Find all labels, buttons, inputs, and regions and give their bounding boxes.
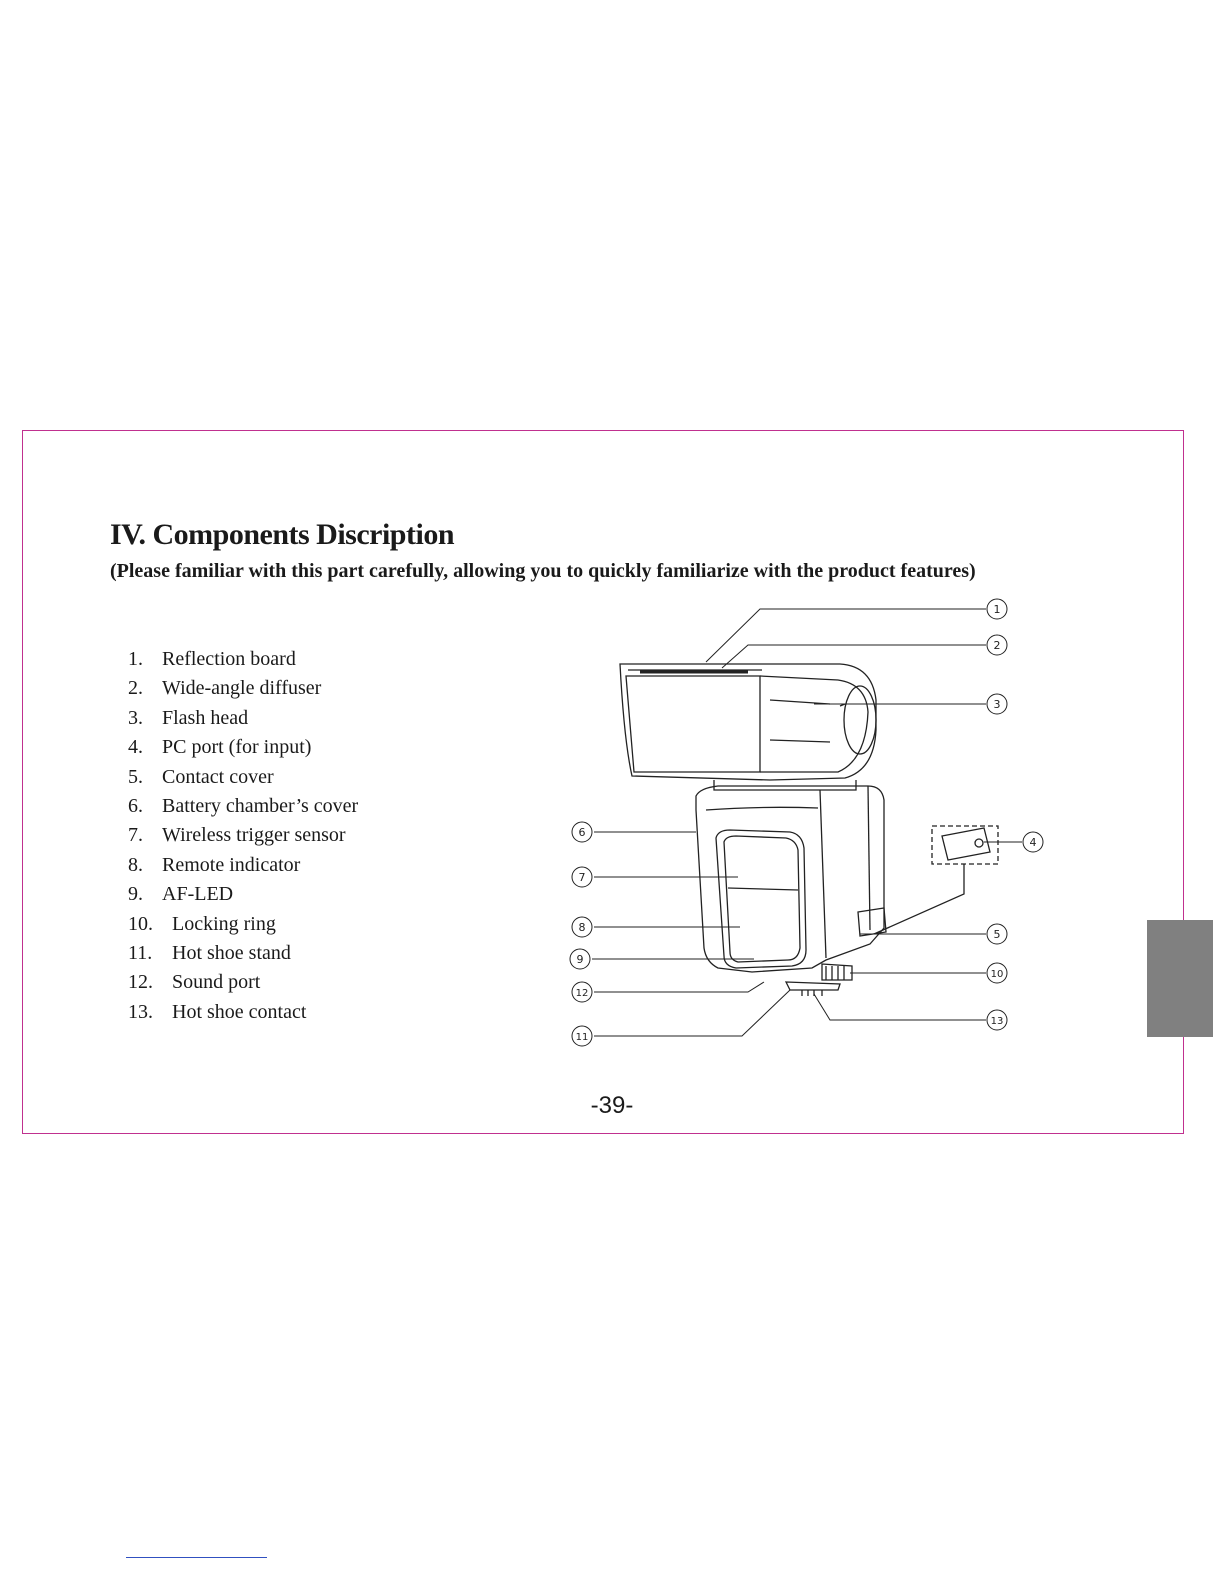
item-label: PC port (for input) <box>162 736 312 759</box>
list-item <box>128 763 358 792</box>
item-number: 11. <box>128 941 153 964</box>
callout-12: 12 <box>575 988 589 999</box>
item-label: Reflection board <box>162 648 296 670</box>
callout-13: 13 <box>990 1016 1004 1027</box>
item-number: 1. <box>128 648 143 670</box>
pc-port-inset <box>874 826 998 934</box>
list-item <box>128 998 358 1027</box>
callout-9: 9 <box>576 953 584 966</box>
callout-4: 4 <box>1029 836 1037 849</box>
callout-3: 3 <box>993 698 1001 711</box>
callout-7: 7 <box>578 871 586 884</box>
head-neck <box>714 780 856 790</box>
item-number: 4. <box>128 736 143 759</box>
list-item <box>128 674 358 703</box>
callout-6: 6 <box>578 826 586 839</box>
list-item <box>128 910 358 939</box>
list-item <box>128 939 358 968</box>
list-item <box>128 968 358 997</box>
item-number: 12. <box>128 971 153 994</box>
item-number: 6. <box>128 794 143 817</box>
item-number: 2. <box>128 677 143 700</box>
item-number: 10. <box>128 912 153 935</box>
list-item <box>128 704 358 733</box>
list-item <box>128 792 358 821</box>
contact-cover <box>858 908 886 936</box>
sensor-panel <box>716 830 806 968</box>
flash-head <box>620 664 876 780</box>
list-item <box>128 733 358 762</box>
item-number: 13. <box>128 1000 153 1023</box>
callout-8: 8 <box>578 921 586 934</box>
callout-11: 11 <box>575 1032 589 1043</box>
item-label: Contact cover <box>162 765 274 788</box>
item-label: Locking ring <box>172 912 276 935</box>
list-item <box>128 880 358 909</box>
callout-1: 1 <box>993 603 1001 616</box>
section-title: IV. Components Discription <box>110 518 454 551</box>
page-number: -39- <box>590 1092 634 1119</box>
item-number: 7. <box>128 824 143 847</box>
side-tab <box>1147 920 1213 1037</box>
flash-body <box>696 786 884 972</box>
flash-diagram <box>540 590 1060 1060</box>
item-label: Battery chamber’s cover <box>162 794 359 817</box>
callout-2: 2 <box>993 639 1001 652</box>
callout-markers <box>570 599 1043 1046</box>
item-label: Hot shoe stand <box>172 941 291 964</box>
item-label: Flash head <box>162 706 249 729</box>
item-number: 5. <box>128 765 143 788</box>
components-list <box>128 645 358 1027</box>
item-label: Remote indicator <box>162 853 301 876</box>
list-item <box>128 645 358 674</box>
list-item <box>128 821 358 850</box>
item-label: Wireless trigger sensor <box>162 824 346 847</box>
item-label: Hot shoe contact <box>172 1000 307 1023</box>
item-number: 9. <box>128 883 143 906</box>
callout-10: 10 <box>990 969 1004 980</box>
item-label: Wide-angle diffuser <box>162 677 322 700</box>
item-number: 8. <box>128 853 143 876</box>
section-subtitle: (Please familiar with this part carefully, allowing you to quickly familiarize with the product features) <box>110 560 976 582</box>
list-item <box>128 851 358 880</box>
bottom-rule <box>126 1557 267 1558</box>
item-label: AF-LED <box>162 883 234 906</box>
item-number: 3. <box>128 706 143 729</box>
item-label: Sound port <box>172 971 261 994</box>
callout-5: 5 <box>993 928 1001 941</box>
